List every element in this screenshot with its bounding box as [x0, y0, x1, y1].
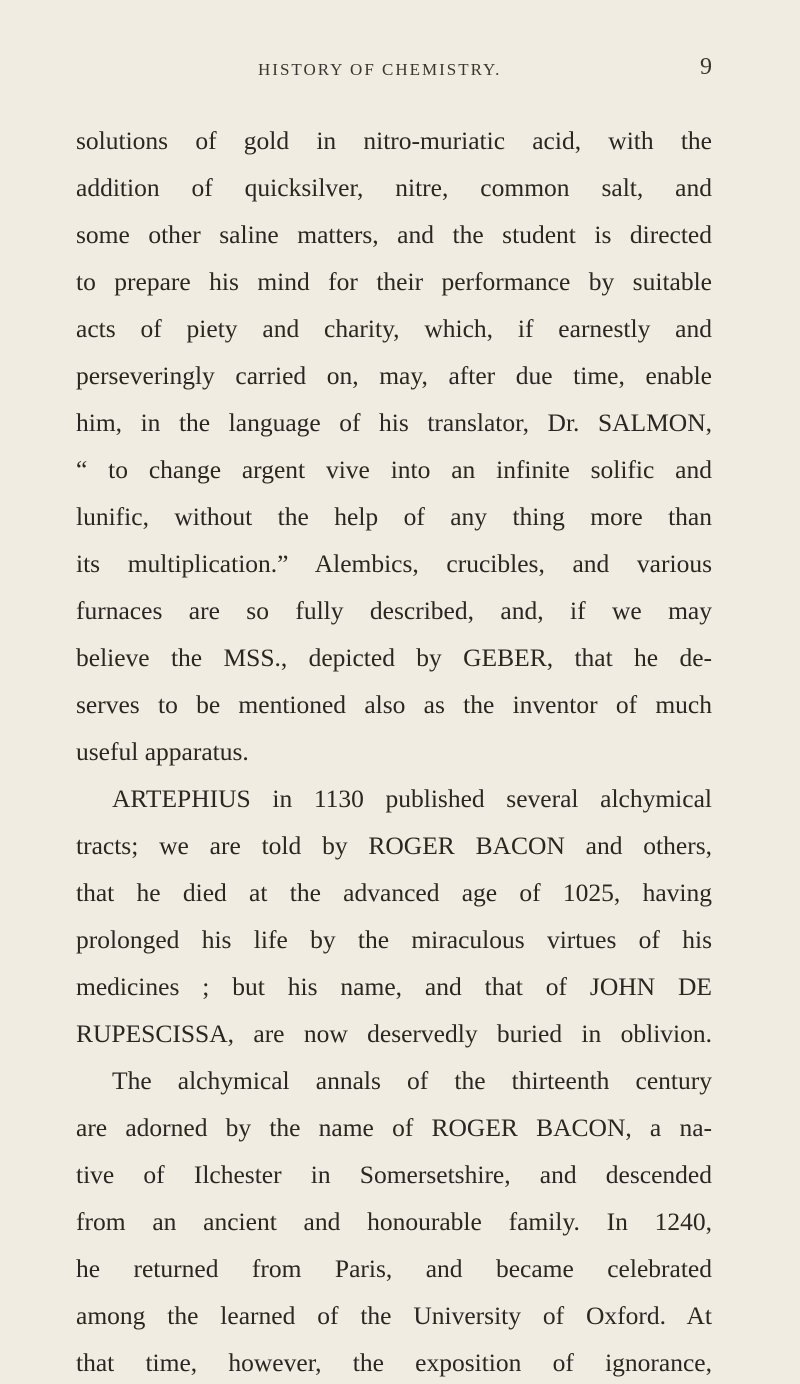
- text-line: that he died at the advanced age of 1025, having: [76, 878, 712, 907]
- text-line: him, in the language of his translator, Dr. SALMON,: [76, 408, 712, 437]
- text-line: tracts; we are told by ROGER BACON and others,: [76, 831, 712, 860]
- text-line: useful apparatus.: [76, 737, 249, 766]
- text-line: some other saline matters, and the student is directed: [76, 220, 712, 249]
- page-number: 9: [700, 54, 712, 80]
- text-line: The alchymical annals of the thirteenth century: [112, 1066, 712, 1095]
- text-line: tive of Ilchester in Somersetshire, and descended: [76, 1160, 712, 1189]
- text-line: believe the MSS., depicted by GEBER, that he de-: [76, 643, 712, 672]
- text-line: among the learned of the University of Oxford. At: [76, 1301, 712, 1330]
- text-line: that time, however, the exposition of ignorance,: [76, 1348, 712, 1377]
- text-line: perseveringly carried on, may, after due time, enable: [76, 361, 712, 390]
- text-line: prolonged his life by the miraculous virtues of his: [76, 925, 712, 954]
- text-line: acts of piety and charity, which, if earnestly and: [76, 314, 712, 343]
- text-line: solutions of gold in nitro-muriatic acid, with the: [76, 126, 712, 155]
- text-line: to prepare his mind for their performance by suitable: [76, 267, 712, 296]
- text-line: from an ancient and honourable family. In 1240,: [76, 1207, 712, 1236]
- running-head: HISTORY OF CHEMISTRY.: [258, 60, 502, 79]
- text-line: lunific, without the help of any thing more than: [76, 502, 712, 531]
- text-line: are adorned by the name of ROGER BACON, a na-: [76, 1113, 712, 1142]
- text-line: its multiplication.” Alembics, crucibles, and various: [76, 549, 712, 578]
- text-line: furnaces are so fully described, and, if we may: [76, 596, 712, 625]
- text-line: RUPESCISSA, are now deservedly buried in oblivion.: [76, 1019, 712, 1048]
- text-line: serves to be mentioned also as the inventor of much: [76, 690, 712, 719]
- text-line: medicines ; but his name, and that of JOHN DE: [76, 972, 712, 1001]
- text-line: “ to change argent vive into an infinite solific and: [76, 455, 712, 484]
- text-line: addition of quicksilver, nitre, common salt, and: [76, 173, 712, 202]
- text-line: he returned from Paris, and became celebrated: [76, 1254, 712, 1283]
- text-line: ARTEPHIUS in 1130 published several alchymical: [112, 784, 712, 813]
